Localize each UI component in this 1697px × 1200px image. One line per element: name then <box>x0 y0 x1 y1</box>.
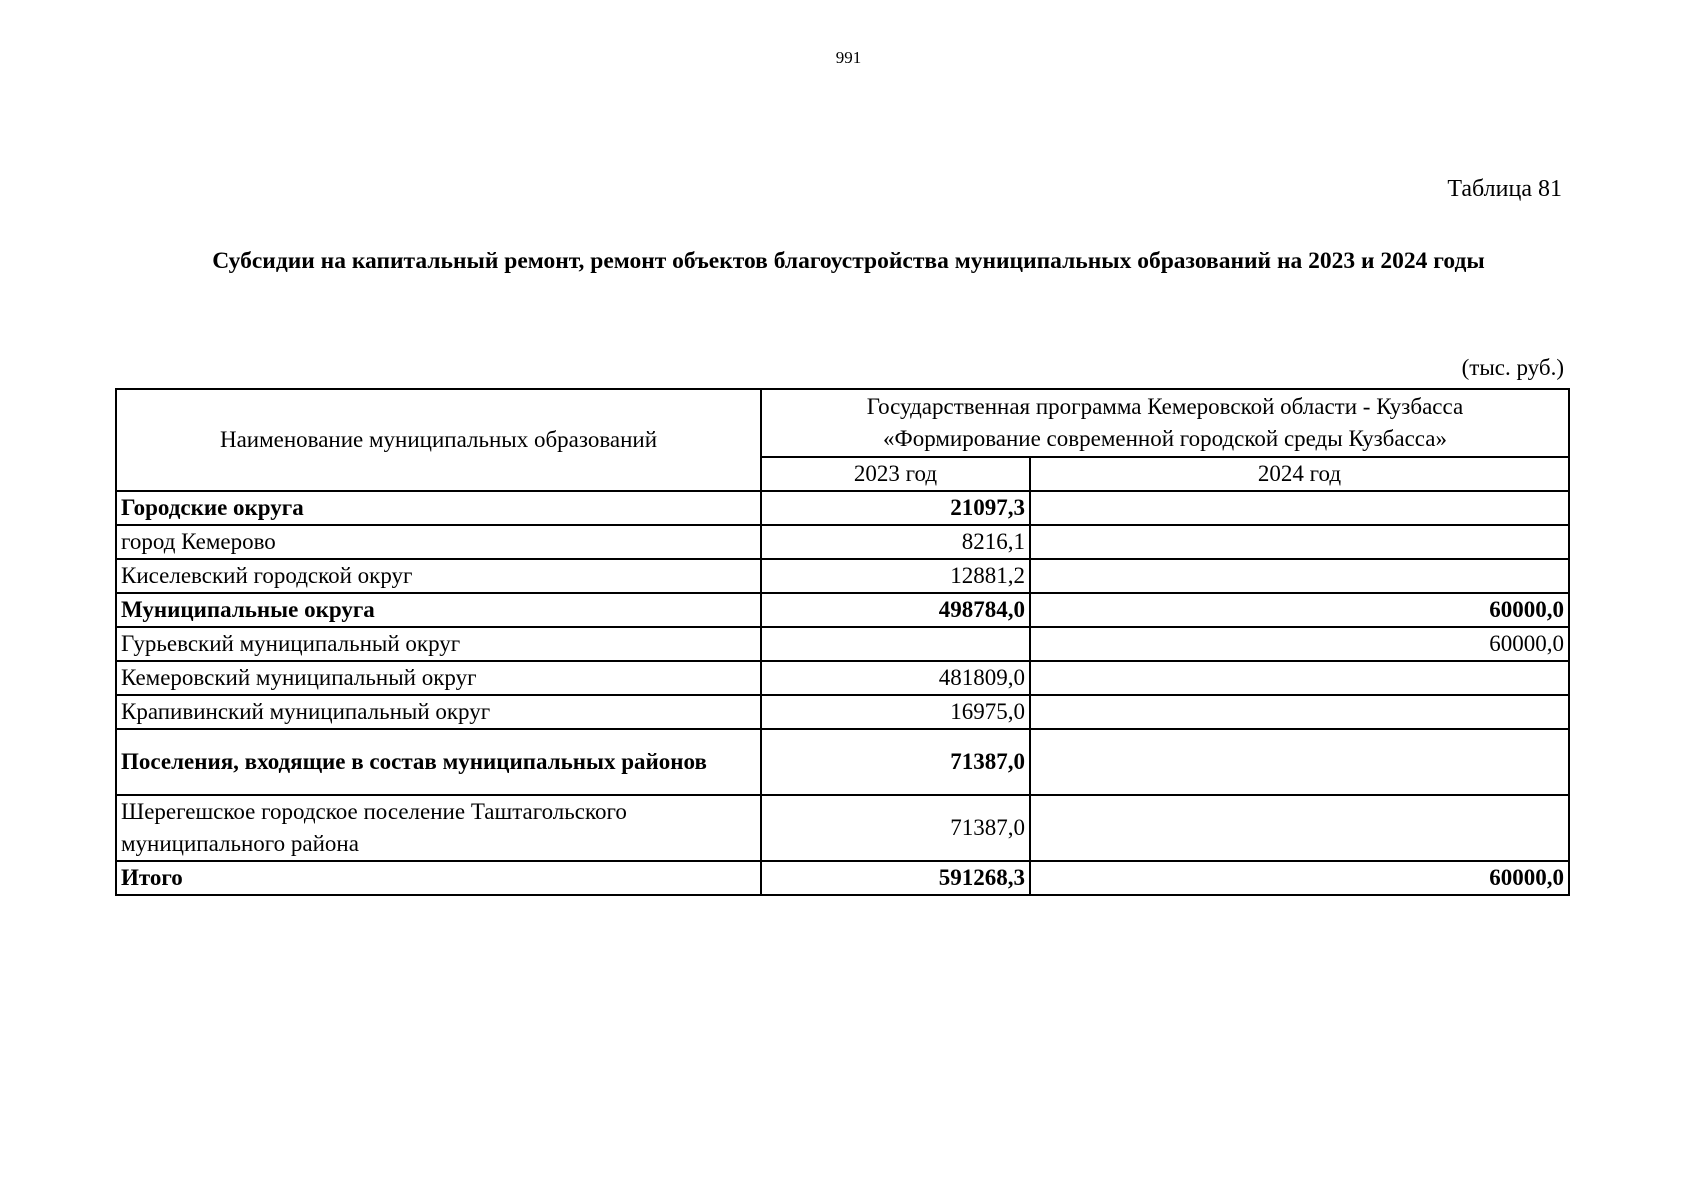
row-value-2023: 16975,0 <box>761 695 1030 729</box>
row-name: Городские округа <box>116 491 761 525</box>
table-row <box>116 729 1569 795</box>
row-name: Киселевский городской округ <box>116 559 761 593</box>
row-name: Итого <box>116 861 761 895</box>
table-row <box>116 525 1569 559</box>
table-row <box>116 593 1569 627</box>
column-header-name: Наименование муниципальных образований <box>116 389 761 491</box>
subsidy-table <box>115 388 1570 896</box>
row-value-2024 <box>1030 795 1569 861</box>
row-name: Муниципальные округа <box>116 593 761 627</box>
program-header-line1: Государственная программа Кемеровской области - Кузбасса <box>866 394 1464 419</box>
row-value-2023 <box>761 627 1030 661</box>
column-header-2023: 2023 год <box>761 457 1030 491</box>
row-value-2024 <box>1030 491 1569 525</box>
row-value-2023: 21097,3 <box>761 491 1030 525</box>
program-header-line2: «Формирование современной городской среды Кузбасса» <box>883 426 1447 451</box>
row-value-2024: 60000,0 <box>1030 593 1569 627</box>
row-value-2023: 498784,0 <box>761 593 1030 627</box>
table-row-total <box>116 861 1569 895</box>
row-name: Поселения, входящие в состав муниципальных районов <box>116 729 761 795</box>
table-label: Таблица 81 <box>1447 176 1562 202</box>
table-row <box>116 695 1569 729</box>
units-label: (тыс. руб.) <box>1461 355 1564 380</box>
row-value-2024 <box>1030 559 1569 593</box>
row-value-2023: 481809,0 <box>761 661 1030 695</box>
row-value-2023: 71387,0 <box>761 795 1030 861</box>
row-name: Шерегешское городское поселение Таштагольского муниципального района <box>116 795 761 861</box>
table-row <box>116 491 1569 525</box>
row-name: Кемеровский муниципальный округ <box>116 661 761 695</box>
row-name: Гурьевский муниципальный округ <box>116 627 761 661</box>
row-value-2023: 591268,3 <box>761 861 1030 895</box>
row-value-2024: 60000,0 <box>1030 861 1569 895</box>
table-row <box>116 795 1569 861</box>
row-value-2023: 12881,2 <box>761 559 1030 593</box>
row-value-2024: 60000,0 <box>1030 627 1569 661</box>
row-value-2023: 71387,0 <box>761 729 1030 795</box>
row-value-2024 <box>1030 661 1569 695</box>
row-value-2024 <box>1030 695 1569 729</box>
table-row <box>116 661 1569 695</box>
page-number: 991 <box>835 48 862 67</box>
document-title: Субсидии на капитальный ремонт, ремонт объектов благоустройства муниципальных образований на 2023 и 2024 годы <box>212 248 1485 274</box>
table-row <box>116 559 1569 593</box>
row-value-2024 <box>1030 525 1569 559</box>
table-row <box>116 627 1569 661</box>
row-name: город Кемерово <box>116 525 761 559</box>
row-value-2024 <box>1030 729 1569 795</box>
column-header-program <box>761 389 1569 457</box>
row-name: Крапивинский муниципальный округ <box>116 695 761 729</box>
column-header-2024: 2024 год <box>1030 457 1569 491</box>
row-value-2023: 8216,1 <box>761 525 1030 559</box>
